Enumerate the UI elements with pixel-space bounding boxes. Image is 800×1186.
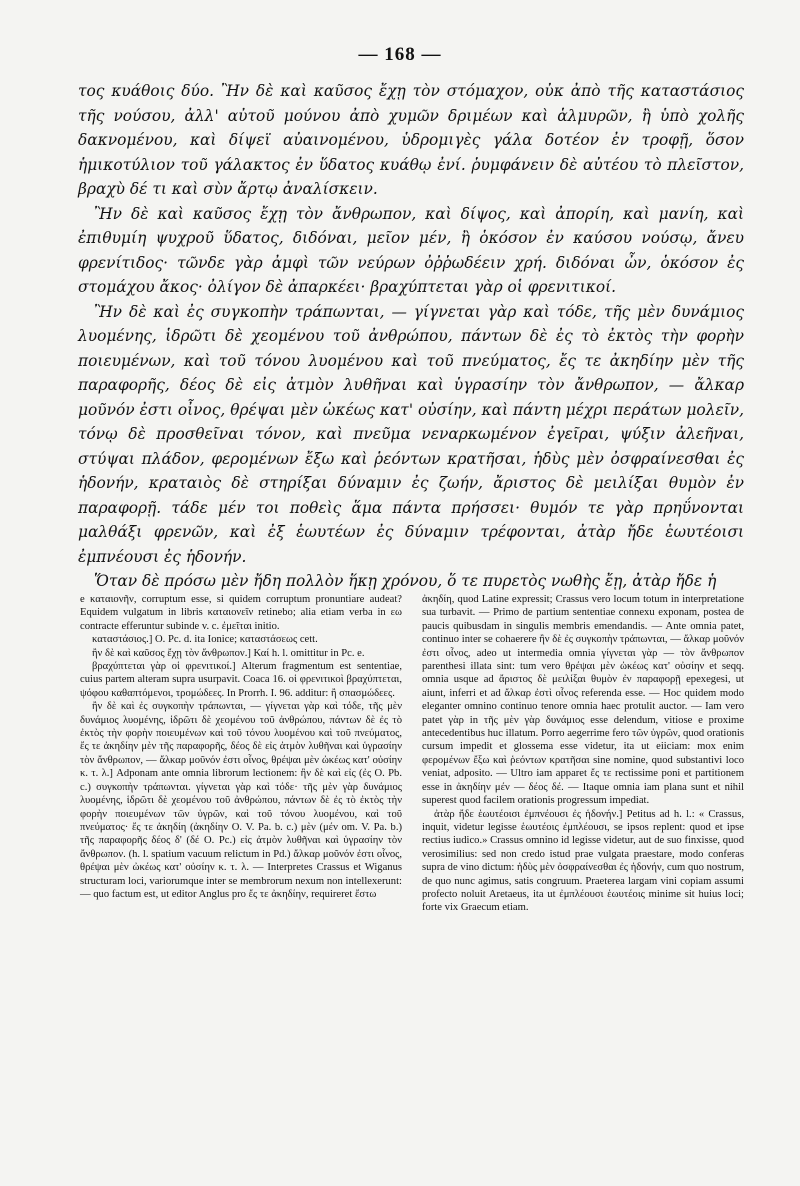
note-paragraph: ἀκηδίη, quod Latine expressit; Crassus vero locum totum in interpretatione sua turbavit. — Primo de partium sententiae connexu exponam, postea de paucis quibusdam in singulis membris emendandis. — Ante omnia patet, continuo inter se cohaerere ἢν δὲ ἐς συγκοπὴν τράπωνται, — ἄλκαρ μοῦνόν ἐστι οἶνος, adeo ut intermedia omnia γίγνεται γὰρ — τὸν ἄνθρωπον parenthesi illata sint: tum vero θρέψαι μὲν ὠκέως κατ' οὐσίην et seqq. omnia usque ad ἄριστος δὲ μειλίξαι θυμὸν ἐν παραφορῇ epexegesi, ut aiunt, inferri et ad ἄλκαρ ἐστὶ οἶνος referenda esse. — Hoc quidem modo eleganter omnino continuo tenore omnia haec protulit auctor. — Iam vero patet γὰρ in τῆς μὲν γὰρ δυνάμιος esse delendum, vitiose e proxime antecedentibus huc illatum. Porro aegerrime fero τῶν ὑγρῶν, quod orationis cursum impedit et glossema esse videtur, ita ut eiiciam: mox enim φερομένων ἔξω καὶ ῥεόντων κρατῆσαι sine nomine, quod substantivi loco veniat, adposito. — Ultro iam apparet ἔς τε rectissime poni et partitionem esse in ἀκηδίην μέν — δέος δέ. — Itaque omnia iam plana sunt et nihil superest quod facilem orationis progressum impediat.	[422, 594, 744, 807]
paragraph-1: τος κυάθοις δύο. Ἢν δὲ καὶ καῦσος ἔχῃ τὸν στόμαχον, οὐκ ἀπὸ τῆς καταστάσιος τῆς νούσου, ἀλλ' αὐτοῦ μούνου ἀπὸ χυμῶν δριμέων καὶ ἁλμυρῶν, ἢ ὑπὸ χολῆς δακνομένου, καὶ δίψεϊ αὐαινομένου, ὑδρομιγὲς γάλα δοτέον ἐν τροφῇ, ὅσον ἡμικοτύλιον τοῦ γάλακτος ἐν ὕδατος κυάθῳ ἐνί. ῥυμφάνειν δὲ αὐτέου τὸ πλεῖστον, βραχὺ δέ τι καὶ σὺν ἄρτῳ ἀναλίσκειν.	[78, 82, 744, 198]
note-paragraph: καταστάσιος.] O. Pc. d. ita Ionice; καταστάσεως cett.	[92, 634, 318, 646]
paragraph-2: Ἢν δὲ καὶ καῦσος ἔχῃ τὸν ἄνθρωπον, καὶ δίψος, καὶ ἀπορίη, καὶ μανίη, καὶ ἐπιθυμίη ψυχροῦ ὕδατος, διδόναι, μεῖον μέν, ἢ ὁκόσον ἐν καύσου νούσῳ, ἄνευ φρενίτιδος· τῶνδε γὰρ ἀμφὶ τῶν νεύρων ὀῤῥωδέειν χρή. διδόναι ὦν, ὁκόσον ἐς στομάχου ἄκος· ὀλίγον δὲ ἀπαρκέει· βραχύπτεται γὰρ οἱ φρενιτικοί.	[78, 204, 744, 296]
note-paragraph: ἢν δὲ καὶ ἐς συγκοπὴν τράπωνται, — γίγνεται γὰρ καὶ τόδε, τῆς μὲν δυνάμιος λυομένης, ἱδρῶτι δὲ χεομένου τοῦ ἀνθρώπου, πάντων δὲ ἐς τὸ ἐκτὸς τὴν φορὴν ποιευμένων καὶ τοῦ τόνου λυομένου καὶ τοῦ πνεύματος, ἔς τε ἀκηδίην μὲν τῆς παραφορῆς, δέος δὲ εἰς ἀτμὸν λυθῆναι καὶ ὑγρασίην τὸν ἄνθρωπον, — ἄλκαρ μοῦνόν ἐστι οἶνος, θρέψαι μὲν ὠκέως κατ' οὐσίην κ. τ. λ.] Adponam ante omnia librorum lectionem: ἢν δὲ καὶ εἰς (ἐς O. Pb. c.) συγκοπὴν τράπωνται. γίγνεται γὰρ καὶ τόδε· τῆς μὲν γὰρ δυνάμιος λυομένης, ἱδρῶτι δὲ χεομένου τοῦ ἀνθρώπου, πάντων δὲ ἐς τὸ ἐκτὸς τὴν φορὴν ποιευμένων τῶν ὑγρῶν, καὶ τοῦ τόνου λυομένου, καὶ τοῦ πνεύματος· ἔς τε ἀκηδίη (ἀκηδίην O. V. Pa. b. c.) μὲν (μέν om. V. Pa. b.) τῆς παραφορῆς δέος δ' (δέ O. Pc.) εἰς ἀτμὸν λυθῆναι καὶ ὑγρασίην τὸν ἄνθρωπον. (h. l. spatium vacuum relictum in Pd.) ἄλκαρ μοῦνόν ἐστι οἶνος, θρέψαι μὲν ὠκέως κατ' οὐσίην κ. τ. λ. — Interpretes Crassus et Wiganus structuram loci, variorumque inter se membrorum nexum non intellexerunt: — quo factum est, ut editor Anglus pro ἔς τε ἀκηδίην, requireret ἔστω	[80, 701, 402, 900]
paragraph-4: Ὅταν δὲ πρόσω μὲν ἤδη πολλὸν ἥκῃ χρόνου, ὅ τε πυρετὸς νωθὴς ἔῃ, ἀτὰρ ἤδε ἡ	[94, 572, 717, 590]
notes-right-column	[422, 593, 744, 915]
main-greek-text	[78, 79, 744, 594]
paragraph-3: Ἢν δὲ καὶ ἐς συγκοπὴν τράπωνται, — γίγνεται γὰρ καὶ τόδε, τῆς μὲν δυνάμιος λυομένης, ἱδρῶτι δὲ χεομένου τοῦ ἀνθρώπου, πάντων δὲ ἐς τὸ ἐκτὸς τὴν φορὴν ποιευμένων, καὶ τοῦ τόνου λυομένου καὶ τοῦ πνεύματος, ἔς τε ἀκηδίην μὲν τῆς παραφορῆς, δέος δὲ εἰς ἀτμὸν λυθῆναι καὶ ὑγρασίην τὸν ἄνθρωπον, — ἄλκαρ μοῦνόν ἐστι οἶνος, θρέψαι μὲν ὠκέως κατ' οὐσίην, καὶ πάντη μέχρι περάτων μολεῖν, τόνῳ δὲ προσθεῖναι τόνον, καὶ πνεῦμα νεναρκωμένον ἐγεῖραι, ψύξιν ἀλεῆναι, στύψαι πλάδον, φερομένων ἔξω καὶ ῥεόντων κρατῆσαι, ἡδὺς μὲν ὀσφραίνεσθαι ἐς ἡδονήν, κραταιὸς δὲ στηρίξαι δύναμιν ἐς ζωήν, ἄριστος δὲ μειλίξαι θυμὸν ἐν παραφορῇ. τάδε μέν τοι ποθεὶς ἅμα πάντα πρήσσει· θυμόν τε γὰρ πρηΰνονται μαλθάξι φρενῶν, καὶ ἐξ ἑωυτέων ἐς δύναμιν τρέφονται, ἀτὰρ ἤδε ἑωυτέοισι ἐμπνέουσι ἐς ἡδονήν.	[78, 302, 744, 566]
note-paragraph: ἢν δὲ καὶ καῦσος ἔχῃ τὸν ἄνθρωπον.] Καί h. l. omittitur in Pc. e.	[92, 647, 365, 659]
note-paragraph: βραχύπτεται γὰρ οἱ φρενιτικοί.] Alterum fragmentum est sententiae, cuius partem alteram supra usurpavit. Coaca 16. οἱ φρενιτικοὶ βραχύπτεται, ψόφου καθαπτόμενοι, τρομώδεες. In Prorrh. I. 96. additur: ἢ σπασμώδεες.	[80, 661, 402, 699]
page-number: — 168 —	[358, 44, 442, 65]
critical-notes	[80, 593, 744, 915]
notes-left-column	[80, 593, 402, 915]
note-paragraph: e καταιονῆν, corruptum esse, si quidem corruptum pronuntiare audeat? Equidem vulgatum in libris καταιονεῖν retinebo; alia etiam verba in εω contracte efferuntur subinde v. c. ἐμεῖται initio.	[80, 594, 402, 632]
note-paragraph: ἀτὰρ ἤδε ἑωυτέοισι ἐμπνέουσι ἐς ἡδονήν.] Petitus ad h. l.: « Crassus, inquit, videtur legisse ἑωυτέοις ἐμπλέουσι, se ipsos replent: quod et ipse rectius iudico.» Crassus omnino id legisse videtur, aut de suo finxisse, quod verosimilius: sed non credo istud prae vulgata praestare, modo conferas supra de vino dictum: ἡδὺς μὲν ὀσφραίνεσθαι ἐς ἡδονήν, cum quo nostrum, de quo nunc agimus, satis congruum. Praeterea largam vini copiam assumi profecto noluit Aretaeus, ita ut ἐμπλέουσι ἑωυτέοις minime sit huius loci; forte vix Graecum etiam.	[422, 808, 744, 914]
